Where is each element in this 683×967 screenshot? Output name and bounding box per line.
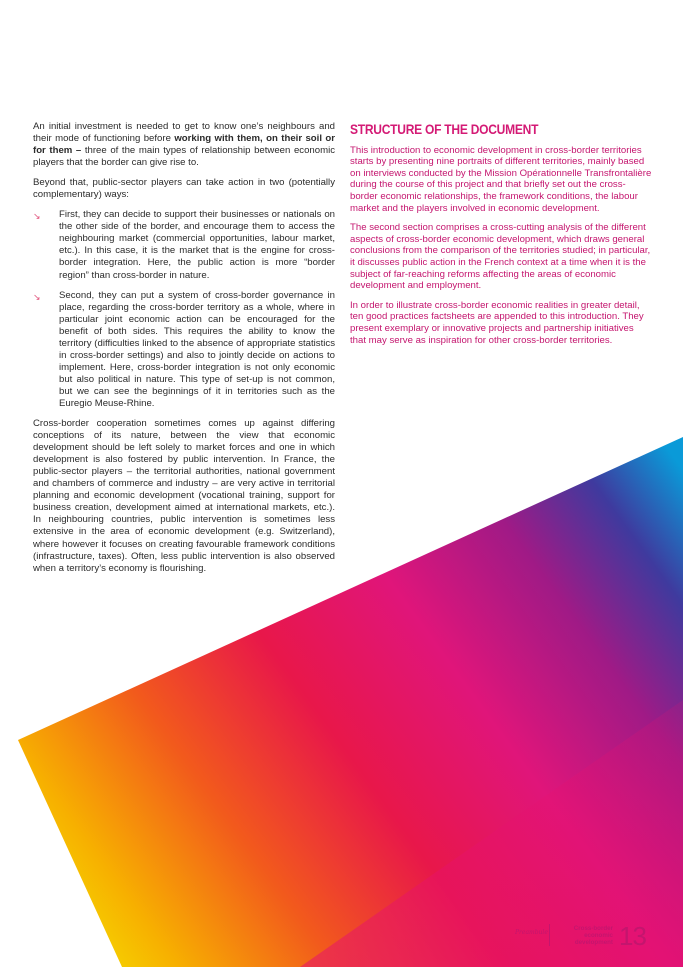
structure-paragraph: The second section comprises a cross-cutting analysis of the different aspects of cross-border economic development, which draws general conclusions from the comparison of the territories studied; in particular, it discusses public action in the French context at a time when it is the subject of far-reaching reforms affecting the areas of economic development and employment.	[350, 222, 651, 292]
footer-title	[555, 925, 613, 946]
structure-paragraph: This introduction to economic development in cross-border territories starts by presenting nine portraits of different territories, mainly based on interviews conducted by the Mission Opérationnelle Transfrontalière during the course of this project and that briefly set out the cross-border economic relationships, the framework conditions, the labour market and the players involved in economic development.	[350, 144, 652, 214]
footer-title-line: economic	[584, 932, 613, 939]
bullet-item	[33, 290, 335, 410]
left-column	[33, 121, 335, 583]
footer-section-label: Preambule	[515, 929, 548, 936]
structure-paragraph: In order to illustrate cross-border economic realities in greater detail, ten good practices factsheets are appended to this introduction. They present exemplary or innovative projects and partnership initiatives that may serve as inspiration for other cross-border territories.	[350, 299, 644, 346]
page-footer	[515, 921, 675, 952]
footer-title-line: Cross-border	[573, 925, 613, 932]
bullet-text: First, they can decide to support their businesses or nationals on the other side of the border, and encourage them to access the neighbouring market (commercial opportunities, labour market, etc.). In this case, it is the market that is the engine for cross-border integration. Here, the public action is more “border region” than cross-border in nature.	[59, 209, 335, 281]
page-number: 13	[619, 921, 646, 951]
diagonal-arrow-icon: ↘	[33, 211, 41, 222]
diagonal-arrow-icon: ↘	[33, 291, 41, 302]
bullet-item	[33, 209, 335, 281]
cooperation-paragraph: Cross-border cooperation sometimes comes up against differing conceptions of its nature, between the view that economic development should be left solely to market forces and one in which development is also fostered by public intervention. In France, the public-sector players – the territorial authorities, national government and chambers of commerce and industry – are very active in territorial planning and economic development (vocational training, support for business creation, development aimed at international markets, etc.). In neighbouring countries, public intervention is sometimes less extensive in the area of economic development (e.g. Switzerland), where however it focuses on creating favourable framework conditions (infrastructure, taxes). Often, less public intervention is also observed when a territory’s economy is flourishing.	[33, 418, 335, 574]
section-heading: STRUCTURE OF THE DOCUMENT	[350, 121, 539, 137]
intro-bold-text: working with them, on their soil or for them –	[33, 133, 335, 157]
intro-text-end: three of the main types of relationship between economic players that the border can give rise to.	[33, 145, 335, 169]
intro-text: An initial investment is needed to get to know one’s neighbours and their mode of functioning before	[33, 121, 335, 145]
beyond-paragraph: Beyond that, public-sector players can take action in two (potentially complementary) ways:	[33, 177, 335, 201]
intro-paragraph	[33, 121, 335, 169]
footer-divider	[549, 924, 550, 946]
bullet-text: Second, they can put a system of cross-border governance in place, regarding the cross-border territory as a whole, where in particular joint economic action can be encouraged for the benefit of both sides. This requires the ability to know the territory (difficulties linked to the absence of appropriate statistics in cross-border settings) and also to jointly decide on actions to implement. Here, cross-border integration is not only economic but also political in nature. This type of set-up is not common, but we can see the beginnings of it in territories such as the Euregio Meuse-Rhine.	[59, 289, 335, 409]
footer-title-line: development	[574, 939, 613, 946]
right-column	[350, 121, 652, 354]
